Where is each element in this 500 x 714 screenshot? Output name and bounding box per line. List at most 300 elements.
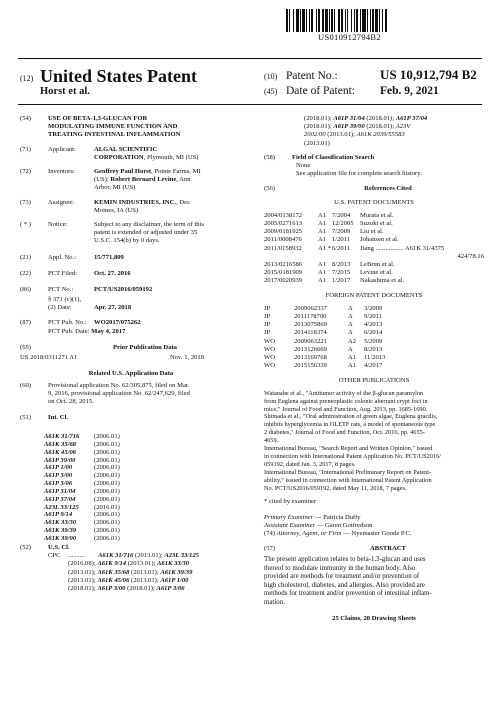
classification-segment: (2013.01); <box>129 568 161 576</box>
abstract-line: The present application relates to beta-1,3-glucan and uses <box>264 556 426 564</box>
ref-kind <box>318 253 332 261</box>
ref-number: 2005/0271613 <box>264 220 303 228</box>
int-cl-version: (2006.01) <box>94 534 120 542</box>
us-ref-row <box>264 212 484 220</box>
inid-71: (71) <box>20 145 31 153</box>
ref-date: 4/2017 <box>364 362 383 370</box>
int-cl-version: (2006.01) <box>94 433 120 440</box>
inid-54: (54) <box>20 115 31 122</box>
invention-title-line: MODULATING IMMUNE FUNCTION AND <box>48 123 178 131</box>
ref-number: 2013126669 <box>294 345 327 353</box>
field-65-prior-pub <box>20 344 242 352</box>
ref-number <box>264 253 318 261</box>
applicant-value <box>94 146 242 162</box>
us-docs-heading: U.S. PATENT DOCUMENTS <box>334 198 414 206</box>
classification-segment: A61K 31/716 <box>98 552 134 560</box>
int-cl-version: (2006.01) <box>94 480 120 488</box>
ref-kind: A1 <box>318 277 327 285</box>
assistant-examiner-label: Assistant Examiner <box>264 521 316 529</box>
ref-kind: A <box>348 313 353 321</box>
classification-segment: A61P 31/04 <box>333 115 365 122</box>
int-cl-code: A61K 31/716 <box>44 433 80 440</box>
abstract-text <box>264 556 484 606</box>
field-86-371 <box>20 296 242 312</box>
ref-kind: A1 <box>318 211 327 219</box>
us-ref-row <box>264 228 484 236</box>
ref-country: WO <box>264 354 275 362</box>
classification-segment: (2013.01); <box>126 560 158 568</box>
ref-kind: A1 * <box>318 244 332 252</box>
cited-note: * cited by examiner <box>264 498 317 506</box>
ref-kind: A1 <box>348 354 357 362</box>
int-cl-row <box>44 457 154 465</box>
us-ref-row <box>264 269 484 277</box>
field-22-pct-filed <box>20 270 242 278</box>
us-cl-label: U.S. Cl. <box>48 544 70 551</box>
classification-segment: A61K 35/68 <box>97 568 130 576</box>
prior-pub-date: Nov. 1, 2018 <box>170 354 205 362</box>
foreign-ref-row <box>264 362 484 370</box>
ref-number: 2017/0020939 <box>264 277 303 285</box>
field-87-pub-date <box>20 328 242 336</box>
appl-no-value: 15/771,809 <box>94 253 124 261</box>
classification-segment: A23V <box>395 123 411 131</box>
ref-number: 2013/0216586 <box>264 261 303 269</box>
assistant-examiner-name: — Garen Gotfredson <box>315 521 373 529</box>
pct-pub-no-value: WO2017/075262 <box>94 318 141 326</box>
classification-segment: (2013.01); <box>133 552 165 560</box>
assignee-name: KEMIN INDUSTRIES, INC. <box>94 198 177 206</box>
search-field-line: None <box>296 162 311 170</box>
us-ref-row <box>264 236 484 244</box>
cpc-continued <box>48 560 242 593</box>
field-72-inventors <box>20 168 242 193</box>
ref-country: JP <box>264 321 271 329</box>
search-field-line: See application file for complete search history. <box>296 170 422 178</box>
ref-number: 2009063221 <box>294 337 327 345</box>
section-371-line: § 371 (c)(1), <box>48 296 82 304</box>
classification-segment: A61P 3/06 <box>156 585 185 593</box>
other-pub-line: International Bureau, "Search Report and Written Opinion," issued <box>264 445 433 453</box>
inventor-name: Robert Bernard Levine <box>110 176 177 184</box>
field-60-provisional <box>20 382 242 407</box>
provisional-text <box>48 382 242 407</box>
inid-72: (72) <box>20 168 31 176</box>
barcode-number: US010912794B2 <box>318 32 381 42</box>
assignee-location: Moines, IA (US) <box>94 206 139 214</box>
int-cl-version: (2006.01) <box>94 448 120 456</box>
inventor-name: Geoffrey Paul Horst <box>94 168 152 176</box>
primary-examiner-name: — Patricia Duffy <box>313 513 361 521</box>
classification-segment: A61K 45/06 <box>97 576 130 584</box>
attorney-label: Attorney, Agent, or Firm <box>276 530 342 538</box>
int-cl-label: Int. Cl. <box>48 414 68 422</box>
inid-notice: ( * ) <box>20 221 31 229</box>
classification-segment: (2018.01); <box>304 123 334 131</box>
ref-name: Jiang ................. A61K 31/4375 <box>360 244 445 252</box>
applicant-name: ALGAL SCIENTIFIC <box>94 145 158 153</box>
cpc-label: CPC <box>48 552 61 560</box>
field-58-search <box>264 154 484 179</box>
classification-segment: (2013.01); <box>325 131 357 139</box>
classification-segment: A61K 9/14 <box>97 560 127 568</box>
foreign-ref-row <box>264 329 484 337</box>
left-column <box>20 115 242 422</box>
classification-segment: A61P 1/00 <box>160 576 189 584</box>
section-371-label <box>48 296 242 312</box>
cpc-line <box>304 131 484 139</box>
section-371-date-label: (2) Date: <box>48 304 72 312</box>
prior-pub-row <box>20 354 242 362</box>
classification-segment: A23L 33/125 <box>164 552 200 560</box>
field-notice <box>20 221 242 246</box>
int-cl-row <box>44 504 154 512</box>
inid-56: (56) <box>264 185 275 193</box>
ref-country: JP <box>264 329 271 337</box>
patent-date: Feb. 9, 2021 <box>380 85 439 97</box>
ref-date <box>332 253 360 261</box>
classification-segment: A61P 37/04 <box>395 115 428 122</box>
abstract-line: mation. <box>264 598 285 606</box>
int-cl-version: (2006.01) <box>94 440 120 448</box>
ref-country: JP <box>264 304 271 312</box>
inid-86: (86) <box>20 286 31 294</box>
notice-line: patent is extended or adjusted under 35 <box>94 229 198 237</box>
int-cl-code: A23L 33/125 <box>44 503 79 511</box>
us-ref-row <box>264 253 484 261</box>
other-pub-line: mice," Journal of Food and Function, Aug. 2013, pp. 1685-1690. <box>264 405 428 413</box>
field-73-assignee <box>20 199 242 215</box>
us-ref-row <box>264 277 484 285</box>
int-cl-code: A61P 3/00 <box>44 472 73 480</box>
ref-number: 2011178700 <box>294 313 327 321</box>
ref-number: 2004/0138172 <box>264 211 303 219</box>
abstract-line: high cholesterol, diabetes, and allergies. Also provided are <box>264 581 425 589</box>
attorney-name: — Nyemaster Goode P.C. <box>341 530 412 538</box>
assignee-label: Assignee: <box>48 198 75 206</box>
ref-kind: A <box>348 329 353 337</box>
other-pub-line: No. PCT/US2016/059192, dated May 11, 2018, 7 pages. <box>264 484 407 492</box>
us-ref-row <box>264 261 484 269</box>
primary-examiner-label: Primary Examiner <box>264 513 314 521</box>
int-cl-code: A61P 39/00 <box>44 456 76 464</box>
abstract-line: thereof to modulate immunity in the human body. Also <box>264 564 416 572</box>
ref-date: 12/2005 <box>332 220 354 228</box>
other-pub-line: inhibits hyperglycemia in OLETF rats, a model of spontaneous type <box>264 421 436 429</box>
inid-21: (21) <box>20 253 31 261</box>
notice-line: Subject to any disclaimer, the term of this <box>94 221 204 229</box>
inid-10: (10) <box>264 72 278 81</box>
patent-number: US 10,912,794 B2 <box>380 67 477 82</box>
int-cl-row <box>44 519 154 527</box>
cpc-line <box>304 140 484 148</box>
cpc-line <box>68 560 242 568</box>
ref-kind: A1 <box>348 362 357 370</box>
notice-label: Notice: <box>48 221 68 229</box>
int-cl-code: A61K 35/68 <box>44 440 77 448</box>
ref-date: 6/2011 <box>332 244 351 252</box>
other-pub-line: International Bureau, "International Preliminary Report on Patent- <box>264 468 432 476</box>
abstract-line: provided are methods for treatment and/or prevention of <box>264 573 420 581</box>
int-cl-code: A61P 31/04 <box>44 487 76 495</box>
inventor-location: Arbor, MI (US) <box>94 184 136 192</box>
int-cl-row <box>44 472 154 480</box>
inventors-value <box>94 168 242 193</box>
us-refs-list <box>264 212 484 286</box>
int-cl-row <box>44 488 154 496</box>
cpc-leader-dots: .......... <box>68 552 85 560</box>
ref-date: 11/2013 <box>364 354 386 362</box>
us-ref-row <box>264 245 484 253</box>
ref-number: 2013075869 <box>294 321 327 329</box>
other-pubs-list <box>264 390 484 493</box>
header-rule-bottom <box>18 104 482 105</box>
int-cl-code: A61K 39/39 <box>44 527 77 535</box>
other-pubs-heading: OTHER PUBLICATIONS <box>338 377 410 385</box>
provisional-line: on Oct. 28, 2015. <box>48 398 94 406</box>
ref-date: 5/2009 <box>364 337 383 345</box>
pct-pub-date-label: PCT Pub. Date: <box>48 327 90 335</box>
cpc-line <box>68 577 242 585</box>
ref-date: 1/2011 <box>332 236 351 244</box>
section-371-date: Apr. 27, 2018 <box>94 304 132 312</box>
claims-summary: 25 Claims, 28 Drawing Sheets <box>332 614 416 622</box>
field-54-title <box>20 115 242 140</box>
int-cl-version: (2006.01) <box>94 464 120 472</box>
inventor-location: (US); <box>94 176 111 184</box>
right-column <box>264 115 484 623</box>
other-pub-line: 2 diabetes," Journal of Food and Function, Oct. 2016, pp. 4655- <box>264 429 425 437</box>
field-52-us-cl <box>20 544 242 552</box>
ref-name: Suzuki et al. <box>360 220 393 228</box>
ref-kind: A1 <box>318 220 327 228</box>
inid-51: (51) <box>20 414 31 422</box>
pct-no-value: PCT/US2016/059192 <box>94 286 153 294</box>
cpc-line <box>98 552 199 560</box>
other-pub-line: ability," issued in connection with International Patent Application <box>264 476 432 484</box>
field-86-pct-no <box>20 286 242 294</box>
ref-kind: A1 <box>318 236 327 244</box>
ref-date: 9/2011 <box>364 313 383 321</box>
inid-60: (60) <box>20 381 31 389</box>
inid-57: (57) <box>264 545 275 553</box>
ref-kind: A2 <box>348 337 357 345</box>
classification-segment: A61K 39/39 <box>160 568 193 576</box>
ref-name: Murata et al. <box>360 211 394 219</box>
field-71-applicant <box>20 146 242 162</box>
ref-name: LeBrun et al. <box>360 261 395 269</box>
abstract-line: methods for treatment and/or prevention of intestinal inflam- <box>264 590 432 598</box>
classification-segment: (2018.01); <box>364 115 396 122</box>
int-cl-version: (2006.01) <box>94 472 120 480</box>
other-pub-line: Watanabe et al., "Antitumor activity of the β-glucan paramylon <box>264 389 424 397</box>
search-field-value <box>292 154 484 179</box>
int-cl-version: (2016.01) <box>94 503 120 511</box>
ref-date: 7/2015 <box>332 269 351 277</box>
inid-74: (74) <box>264 530 275 538</box>
int-cl-row <box>44 496 154 504</box>
foreign-ref-row <box>264 313 484 321</box>
other-pub-line: 059192, dated Jan. 3, 2017, 8 pages. <box>264 460 356 468</box>
ref-name: Johansen et al. <box>360 236 399 244</box>
invention-title-line: TREATING INTESTINAL INFLAMMATION <box>48 131 181 139</box>
inid-73: (73) <box>20 198 31 206</box>
ref-date: 6/2014 <box>364 329 383 337</box>
field-56-references <box>264 185 484 193</box>
int-cl-row <box>44 449 154 457</box>
classification-segment: (2013.01) <box>304 139 330 147</box>
inid-12: (12) <box>20 74 34 83</box>
notice-line: U.S.C. 154(b) by 0 days. <box>94 237 160 245</box>
classification-segment: A61K 33/30 <box>157 560 190 568</box>
inventor-location: , Pointe Farms, MI <box>151 168 201 176</box>
ref-number: 2014118374 <box>294 329 327 337</box>
int-cl-version: (2006.01) <box>94 456 120 464</box>
primary-examiner-line <box>264 514 484 522</box>
prior-pub-number: US 2018/0311271 A1 <box>20 354 78 362</box>
us-ref-row <box>264 220 484 228</box>
classification-segment: 2002/00 <box>304 131 326 139</box>
notice-text <box>94 221 242 246</box>
foreign-refs-list <box>264 305 484 371</box>
inid-45: (45) <box>264 87 278 96</box>
int-cl-table <box>44 433 154 543</box>
ref-country: WO <box>264 362 275 370</box>
ref-kind: A1 <box>318 261 327 269</box>
ref-country: JP <box>264 313 271 321</box>
other-pub-line: Shimada et al., "Oral administration of green algae, Euglena gracilis, <box>264 413 438 421</box>
ref-name: Liu et al. <box>360 228 384 236</box>
int-cl-row <box>44 480 154 488</box>
pct-filed-label: PCT Filed: <box>48 269 78 277</box>
ref-number: 2015/0181909 <box>264 269 303 277</box>
ref-kind: A <box>348 345 353 353</box>
classification-segment: A61K 2039/55583 <box>356 131 405 139</box>
patent-number-label: Patent No.: <box>286 70 338 82</box>
prior-pub-heading: Prior Publication Data <box>113 344 177 352</box>
ref-country: WO <box>264 337 275 345</box>
pct-pub-date-line <box>48 328 242 336</box>
cpc-line <box>304 115 484 123</box>
ref-kind: A1 <box>318 228 327 236</box>
int-cl-row <box>44 527 154 535</box>
cpc-first-line <box>48 552 242 560</box>
ref-number: 2009062337 <box>294 304 327 312</box>
foreign-ref-row <box>264 346 484 354</box>
ref-country: WO <box>264 345 275 353</box>
applicant-label: Applicant: <box>48 145 76 153</box>
inid-65: (65) <box>20 344 31 352</box>
barcode-bar <box>387 9 388 32</box>
invention-title <box>48 115 242 140</box>
classification-segment: A61P 39/00 <box>333 123 365 131</box>
int-cl-code: A61K 33/30 <box>44 519 77 527</box>
inid-58: (58) <box>264 153 275 161</box>
field-51-int-cl <box>20 414 242 422</box>
ref-date: 8/2013 <box>364 345 383 353</box>
ref-kind: A1 <box>318 269 327 277</box>
patent-number-line <box>264 67 477 83</box>
inid-22: (22) <box>20 269 31 277</box>
ref-kind: A <box>348 321 353 329</box>
attorney-line <box>264 530 484 538</box>
foreign-ref-row <box>264 305 484 313</box>
us-cl-section <box>20 544 242 593</box>
int-cl-version: (2006.01) <box>94 487 120 495</box>
field-57-abstract <box>264 545 484 553</box>
int-cl-version: (2006.01) <box>94 495 120 503</box>
ref-date: 7/2004 <box>332 211 351 219</box>
patent-date-label: Date of Patent: <box>286 85 355 97</box>
int-cl-version: (2006.01) <box>94 511 120 519</box>
ref-number: 2009/0181925 <box>264 228 303 236</box>
int-cl-row <box>44 441 154 449</box>
classification-segment: (2018.01); <box>68 585 98 593</box>
int-cl-code: A61P 3/06 <box>44 480 73 488</box>
field-21-appl-no <box>20 254 242 262</box>
ref-number: 2011/0008476 <box>264 236 302 244</box>
ref-date: 8/2013 <box>332 261 351 269</box>
classification-segment: (2016.08); <box>68 560 98 568</box>
int-cl-code: A61P 37/04 <box>44 495 76 503</box>
related-data-heading: Related U.S. Application Data <box>88 370 174 378</box>
int-cl-version: (2006.01) <box>94 519 120 527</box>
ref-name: Levine et al. <box>360 269 393 277</box>
foreign-docs-heading: FOREIGN PATENT DOCUMENTS <box>325 291 423 299</box>
int-cl-row <box>44 511 154 519</box>
references-heading: References Cited <box>364 185 412 193</box>
classification-segment: A61P 3/00 <box>97 585 126 593</box>
int-cl-code: A61P 9/14 <box>44 511 73 519</box>
inid-87: (87) <box>20 318 31 326</box>
int-cl-code: A61P 1/00 <box>44 464 73 472</box>
ref-kind: A <box>348 304 353 312</box>
foreign-ref-row <box>264 338 484 346</box>
pct-filed-value: Oct. 27, 2016 <box>94 269 131 277</box>
int-cl-version: (2006.01) <box>94 527 120 535</box>
foreign-ref-row <box>264 321 484 329</box>
header-inventors: Horst et al. <box>40 86 90 97</box>
classification-segment: (2018.01); <box>125 585 157 593</box>
int-cl-row <box>44 433 154 441</box>
pct-pub-no-label: PCT Pub. No.: <box>48 318 87 326</box>
other-pub-line: 4659. <box>264 437 279 445</box>
cpc-line <box>304 123 484 131</box>
int-cl-row <box>44 464 154 472</box>
pct-pub-date: May 4, 2017 <box>91 327 126 335</box>
other-pub-line: in connection with International Patent Application No. PCT/US2016/ <box>264 452 441 460</box>
invention-title-line: USE OF BETA-1,3-GLUCAN FOR <box>48 115 148 122</box>
classification-segment: (2013.01); <box>68 568 98 576</box>
applicant-name-cont: CORPORATION <box>94 153 144 161</box>
inventors-label: Inventors: <box>48 168 75 176</box>
cpc-block <box>20 552 242 593</box>
classification-segment: (2018.01); <box>304 115 334 122</box>
document-type-title: United States Patent <box>40 66 197 86</box>
inventor-location: , Ann <box>176 176 191 184</box>
inid-52: (52) <box>20 544 31 551</box>
ref-name: Nakashima et al. <box>360 277 405 285</box>
assistant-examiner-line <box>264 522 484 530</box>
appl-no-label: Appl. No.: <box>48 253 77 261</box>
header-rule-top <box>18 58 482 59</box>
search-field-label: Field of Classification Search <box>292 153 375 161</box>
foreign-ref-row <box>264 354 484 362</box>
abstract-heading: ABSTRACT <box>370 545 406 553</box>
int-cl-code: A61K 45/06 <box>44 448 77 456</box>
ref-date: 7/2009 <box>332 228 351 236</box>
patent-date-line <box>264 85 439 97</box>
